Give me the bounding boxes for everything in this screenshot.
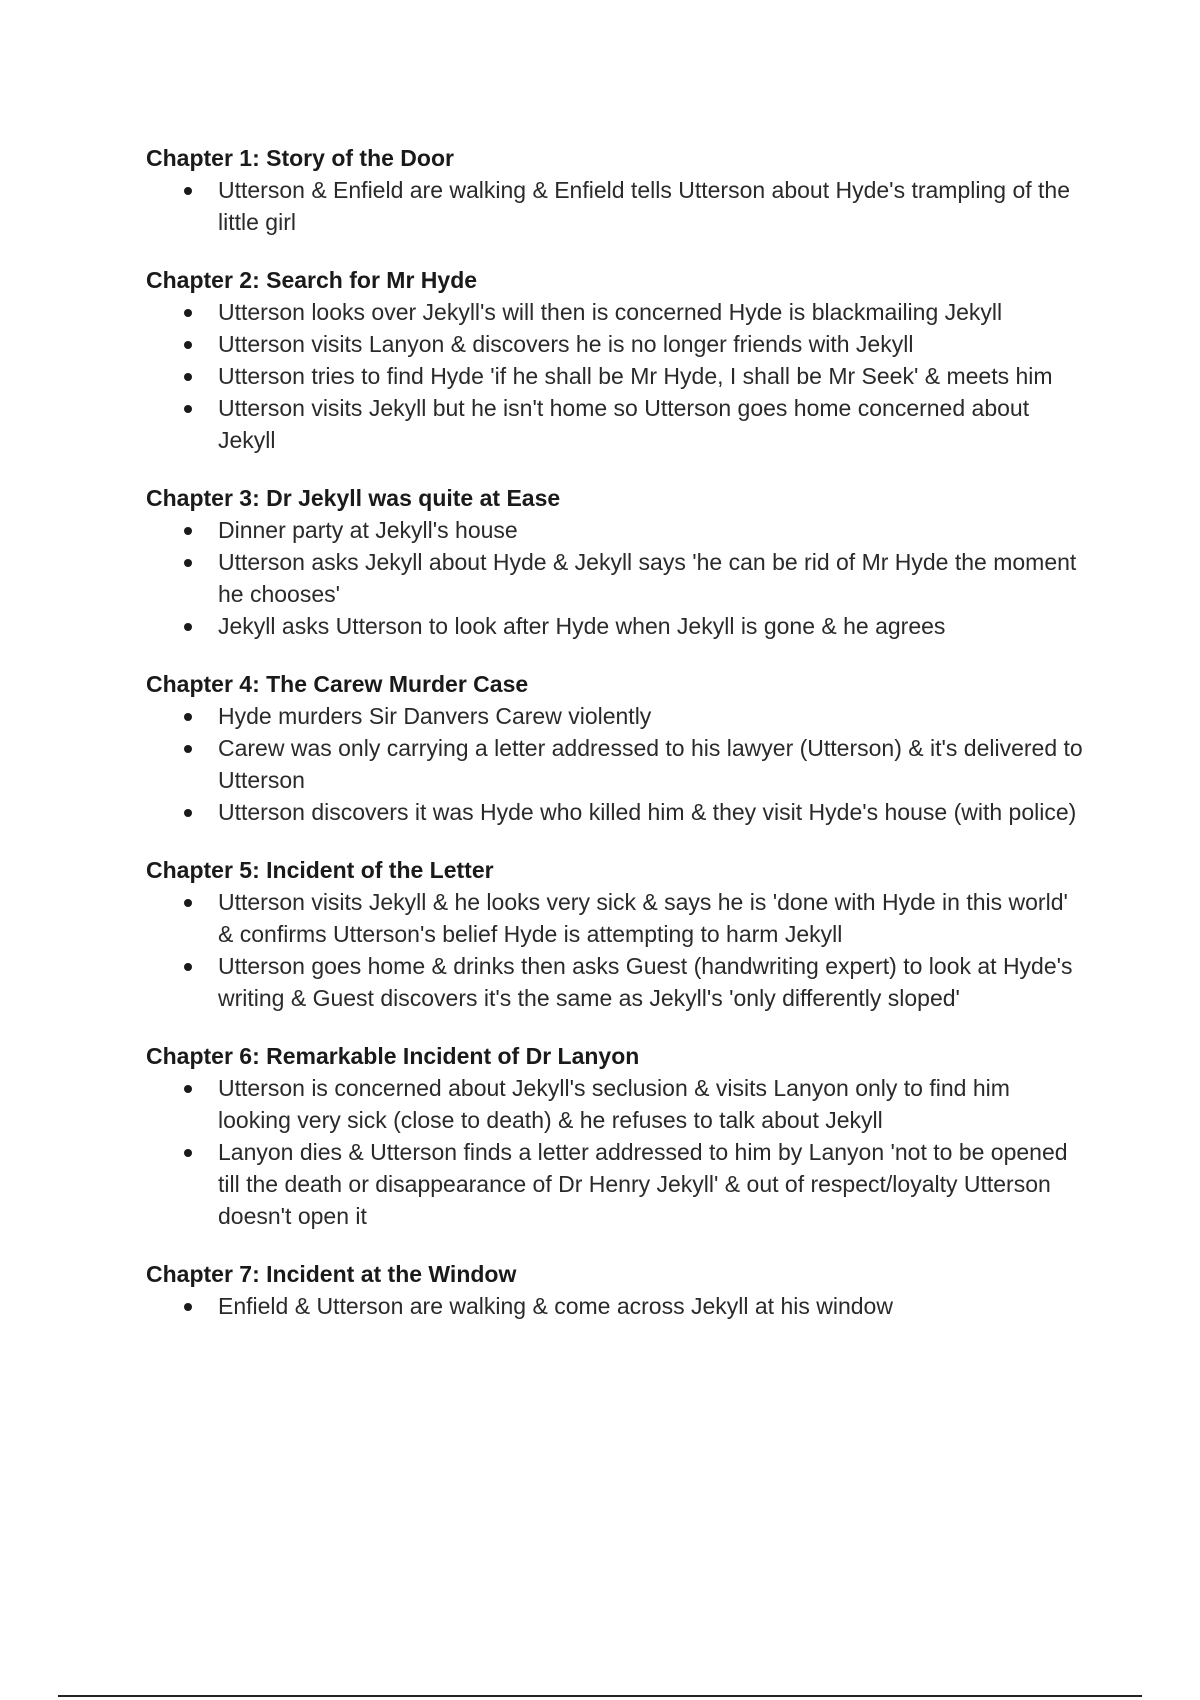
bullet-list bbox=[146, 886, 1086, 1014]
bullet-list bbox=[146, 1072, 1086, 1232]
bullet-text: Utterson discovers it was Hyde who killed him & they visit Hyde's house (with police) bbox=[218, 799, 1077, 825]
bullet-icon bbox=[184, 623, 192, 631]
bullet-icon bbox=[184, 341, 192, 349]
bullet-text: Utterson goes home & drinks then asks Guest (handwriting expert) to look at Hyde's writing & Guest discovers it's the same as Jekyll's 'only differently sloped' bbox=[218, 953, 1073, 1011]
chapter-2-section bbox=[146, 264, 1086, 456]
bullet-icon bbox=[184, 899, 192, 907]
bullet-text: Utterson tries to find Hyde 'if he shall be Mr Hyde, I shall be Mr Seek' & meets him bbox=[218, 363, 1053, 389]
bullet-text: Utterson & Enfield are walking & Enfield tells Utterson about Hyde's trampling of the little girl bbox=[218, 177, 1070, 235]
chapter-title: Chapter 6: Remarkable Incident of Dr Lanyon bbox=[146, 1043, 640, 1069]
bullet-list bbox=[146, 296, 1086, 456]
chapter-4-section bbox=[146, 668, 1086, 828]
bullet-text: Utterson looks over Jekyll's will then is concerned Hyde is blackmailing Jekyll bbox=[218, 299, 1003, 325]
chapter-6-section bbox=[146, 1040, 1086, 1232]
list-item bbox=[146, 546, 1086, 610]
bullet-text: Enfield & Utterson are walking & come across Jekyll at his window bbox=[218, 1293, 893, 1319]
bullet-icon bbox=[184, 527, 192, 535]
list-item bbox=[146, 1136, 1086, 1232]
bullet-list bbox=[146, 174, 1086, 238]
bullet-text: Lanyon dies & Utterson finds a letter addressed to him by Lanyon 'not to be opened till the death or disappearance of Dr Henry Jekyll' & out of respect/loyalty Utterson doesn't open it bbox=[218, 1139, 1068, 1229]
bullet-icon bbox=[184, 1085, 192, 1093]
list-item bbox=[146, 360, 1086, 392]
bullet-list bbox=[146, 514, 1086, 642]
chapter-title: Chapter 3: Dr Jekyll was quite at Ease bbox=[146, 485, 561, 511]
bullet-icon bbox=[184, 373, 192, 381]
bullet-text: Utterson is concerned about Jekyll's seclusion & visits Lanyon only to find him looking very sick (close to death) & he refuses to talk about Jekyll bbox=[218, 1075, 1010, 1133]
list-item bbox=[146, 610, 1086, 642]
chapter-1-section bbox=[146, 142, 1086, 238]
list-item bbox=[146, 950, 1086, 1014]
chapter-title: Chapter 2: Search for Mr Hyde bbox=[146, 267, 478, 293]
bullet-text: Utterson asks Jekyll about Hyde & Jekyll says 'he can be rid of Mr Hyde the moment he chooses' bbox=[218, 549, 1077, 607]
list-item bbox=[146, 796, 1086, 828]
bullet-icon bbox=[184, 809, 192, 817]
list-item bbox=[146, 328, 1086, 360]
bullet-text: Utterson visits Jekyll & he looks very sick & says he is 'done with Hyde in this world' & confirms Utterson's belief Hyde is attempting to harm Jekyll bbox=[218, 889, 1068, 947]
list-item bbox=[146, 514, 1086, 546]
list-item bbox=[146, 1072, 1086, 1136]
bullet-text: Carew was only carrying a letter addressed to his lawyer (Utterson) & it's delivered to Utterson bbox=[218, 735, 1083, 793]
chapter-5-section bbox=[146, 854, 1086, 1014]
list-item bbox=[146, 296, 1086, 328]
bullet-icon bbox=[184, 1149, 192, 1157]
bullet-icon bbox=[184, 1303, 192, 1311]
bullet-icon bbox=[184, 559, 192, 567]
chapter-3-section bbox=[146, 482, 1086, 642]
list-item bbox=[146, 1290, 1086, 1322]
chapter-title: Chapter 1: Story of the Door bbox=[146, 145, 454, 171]
bullet-icon bbox=[184, 745, 192, 753]
bullet-list bbox=[146, 700, 1086, 828]
page-bottom-divider bbox=[58, 1695, 1142, 1697]
chapter-title: Chapter 7: Incident at the Window bbox=[146, 1261, 517, 1287]
chapter-title: Chapter 4: The Carew Murder Case bbox=[146, 671, 529, 697]
bullet-icon bbox=[184, 309, 192, 317]
bullet-text: Utterson visits Jekyll but he isn't home so Utterson goes home concerned about Jekyll bbox=[218, 395, 1030, 453]
list-item bbox=[146, 732, 1086, 796]
list-item bbox=[146, 886, 1086, 950]
bullet-text: Jekyll asks Utterson to look after Hyde when Jekyll is gone & he agrees bbox=[218, 613, 946, 639]
bullet-icon bbox=[184, 963, 192, 971]
list-item bbox=[146, 174, 1086, 238]
bullet-text: Dinner party at Jekyll's house bbox=[218, 517, 518, 543]
list-item bbox=[146, 392, 1086, 456]
bullet-text: Utterson visits Lanyon & discovers he is no longer friends with Jekyll bbox=[218, 331, 914, 357]
bullet-icon bbox=[184, 405, 192, 413]
bullet-list bbox=[146, 1290, 1086, 1322]
bullet-icon bbox=[184, 713, 192, 721]
bullet-icon bbox=[184, 187, 192, 195]
document-page bbox=[146, 142, 1086, 1348]
chapter-7-section bbox=[146, 1258, 1086, 1322]
bullet-text: Hyde murders Sir Danvers Carew violently bbox=[218, 703, 652, 729]
chapter-title: Chapter 5: Incident of the Letter bbox=[146, 857, 494, 883]
list-item bbox=[146, 700, 1086, 732]
